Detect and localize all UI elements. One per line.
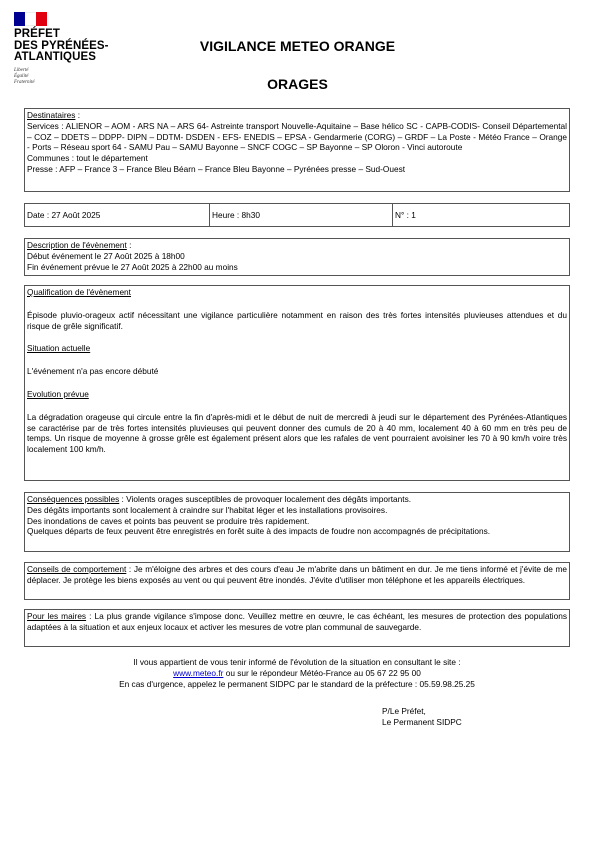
description-box [24,238,570,276]
recipients-heading: Destinataires [27,110,76,120]
republic-motto [14,68,124,86]
evolution-heading: Evolution prévue [27,388,89,399]
description-heading-suffix: : [126,240,132,250]
meta-date: Date : 27 Août 2025 [27,209,101,220]
footer-line-2 [24,668,570,679]
qualification-box [24,285,570,481]
consequences-box [24,492,570,552]
meta-numero: N° : 1 [395,209,416,220]
situation-text: L'événement n'a pas encore débuté [27,366,159,377]
situation-heading: Situation actuelle [27,343,91,354]
consequences-heading: Conséquences possibles [27,494,120,504]
advice-box [24,562,570,600]
meteo-link[interactable]: www.meteo.fr [173,668,224,679]
meta-heure: Heure : 8h30 [212,209,260,220]
mayors-text: : La plus grande vigilance s'impose donc. Veuillez mettre en œuvre, le cas échéant, les mesures de protection des populations adaptées à la situation et aux enjeux locaux et activer les mesures de votre plan communal de sauvegarde. [27,611,567,632]
advice-text: : Je m'éloigne des arbres et des cours d'eau Je m'abrite dans un bâtiment en dur. Je me tiens informé et j'évite de me déplacer. Je protège les biens exposés au vent ou qui peuvent être inondés. J'évite d'utiliser mon téléphone et les appareils électriques. [27,564,567,585]
qualification-heading: Qualification de l'évènement [27,287,131,297]
signature-block [382,706,462,728]
french-flag-icon [14,12,47,26]
qualification-text: Épisode pluvio-orageux actif nécessitant une vigilance particulière notamment en raison des très fortes intensités pluvieuses attendues et du risque de grêle significatif. [27,309,567,331]
recipients-communes: Communes : tout le département [27,153,148,164]
mayors-box [24,609,570,647]
footer-line-3: En cas d'urgence, appelez le permanent SIDPC par le standard de la préfecture : 05.59.98.25.25 [119,679,475,690]
consequences-line-2: Des dégâts importants sont localement à craindre sur l'habitat léger et les installations provisoires. [27,504,388,515]
description-fin: Fin événement prévue le 27 Août 2025 à 22h00 au moins [27,261,238,272]
motto-fraternite: Fraternité [14,79,35,85]
logo-wordmark [14,29,124,64]
page-title: VIGILANCE METEO ORANGE [199,38,396,54]
logo-line-2: DES PYRÉNÉES- [14,39,109,52]
motto-egalite: Égalité [14,73,29,79]
mayors-heading: Pour les maires [27,611,87,621]
recipients-heading-suffix: : [75,110,81,120]
logo-line-3: ATLANTIQUES [14,51,97,63]
recipients-services: Services : ALIENOR – AOM - ARS NA – ARS 64- Astreinte transport Nouvelle-Aquitaine – Base hélico SC - CAPB-CODIS- Conseil Départemental – COZ – DDETS – DDPP- DIPN – DDTM- DSDEN - EFS- ENEDIS – EPSA - Gendarmerie (CORG) – GRDF – La Poste - Météo France – Orange - Ports – Réseau sport 64 - SAMU Pau – SAMU Bayonne – SNCF COGC – SP Bayonne – SP Oloron - Vinci autoroute [27,120,567,153]
motto-liberte: Liberté [14,67,29,73]
prefecture-logo [14,12,124,86]
description-debut: Début événement le 27 Août 2025 à 18h00 [27,250,185,261]
consequences-line-3: Des inondations de caves et points bas peuvent se produire très rapidement. [27,515,310,526]
evolution-text: La dégradation orageuse qui circule entre la fin d'après-midi et le début de nuit de mercredi à jeudi sur le département des Pyrénées-Atlantiques se caractérise par de très fortes intensités pluvieuses qui peuvent donner des cumuls de 20 à 40 mm, localement 40 à 60 mm en très peu de temps. Un risque de moyenne à grosse grêle est également présent alors que les rafales de vent pourraient avoisiner les 70 à 90 km/h voire très localement 100 km/h. [27,411,567,455]
consequences-line-4: Quelques départs de feux peuvent être enregistrés en forêt suite à des impacts de foudre non accompagnés de précipitations. [27,526,491,537]
footer-line-1: Il vous appartient de vous tenir informé de l'évolution de la situation en consultant le site : [133,657,461,667]
footer-line-2-suffix: ou sur le répondeur Météo-France au 05 67 22 95 00 [223,668,421,679]
meta-box [24,203,570,227]
signature-line-2: Le Permanent SIDPC [382,717,462,727]
recipients-presse: Presse : AFP – France 3 – France Bleu Béarn – France Bleu Bayonne – Pyrénées presse – Sud-Ouest [27,163,406,174]
footer-info [24,657,570,691]
signature-line-1: P/Le Préfet, [382,706,426,716]
page-subtitle: ORAGES [267,76,328,92]
advice-heading: Conseils de comportement [27,564,127,574]
logo-line-1: PRÉFET [14,28,60,40]
description-heading: Description de l'évènement [27,240,127,250]
consequences-line-1: : Violents orages susceptibles de provoquer localement des dégâts importants. [119,494,412,504]
recipients-box [24,108,570,192]
